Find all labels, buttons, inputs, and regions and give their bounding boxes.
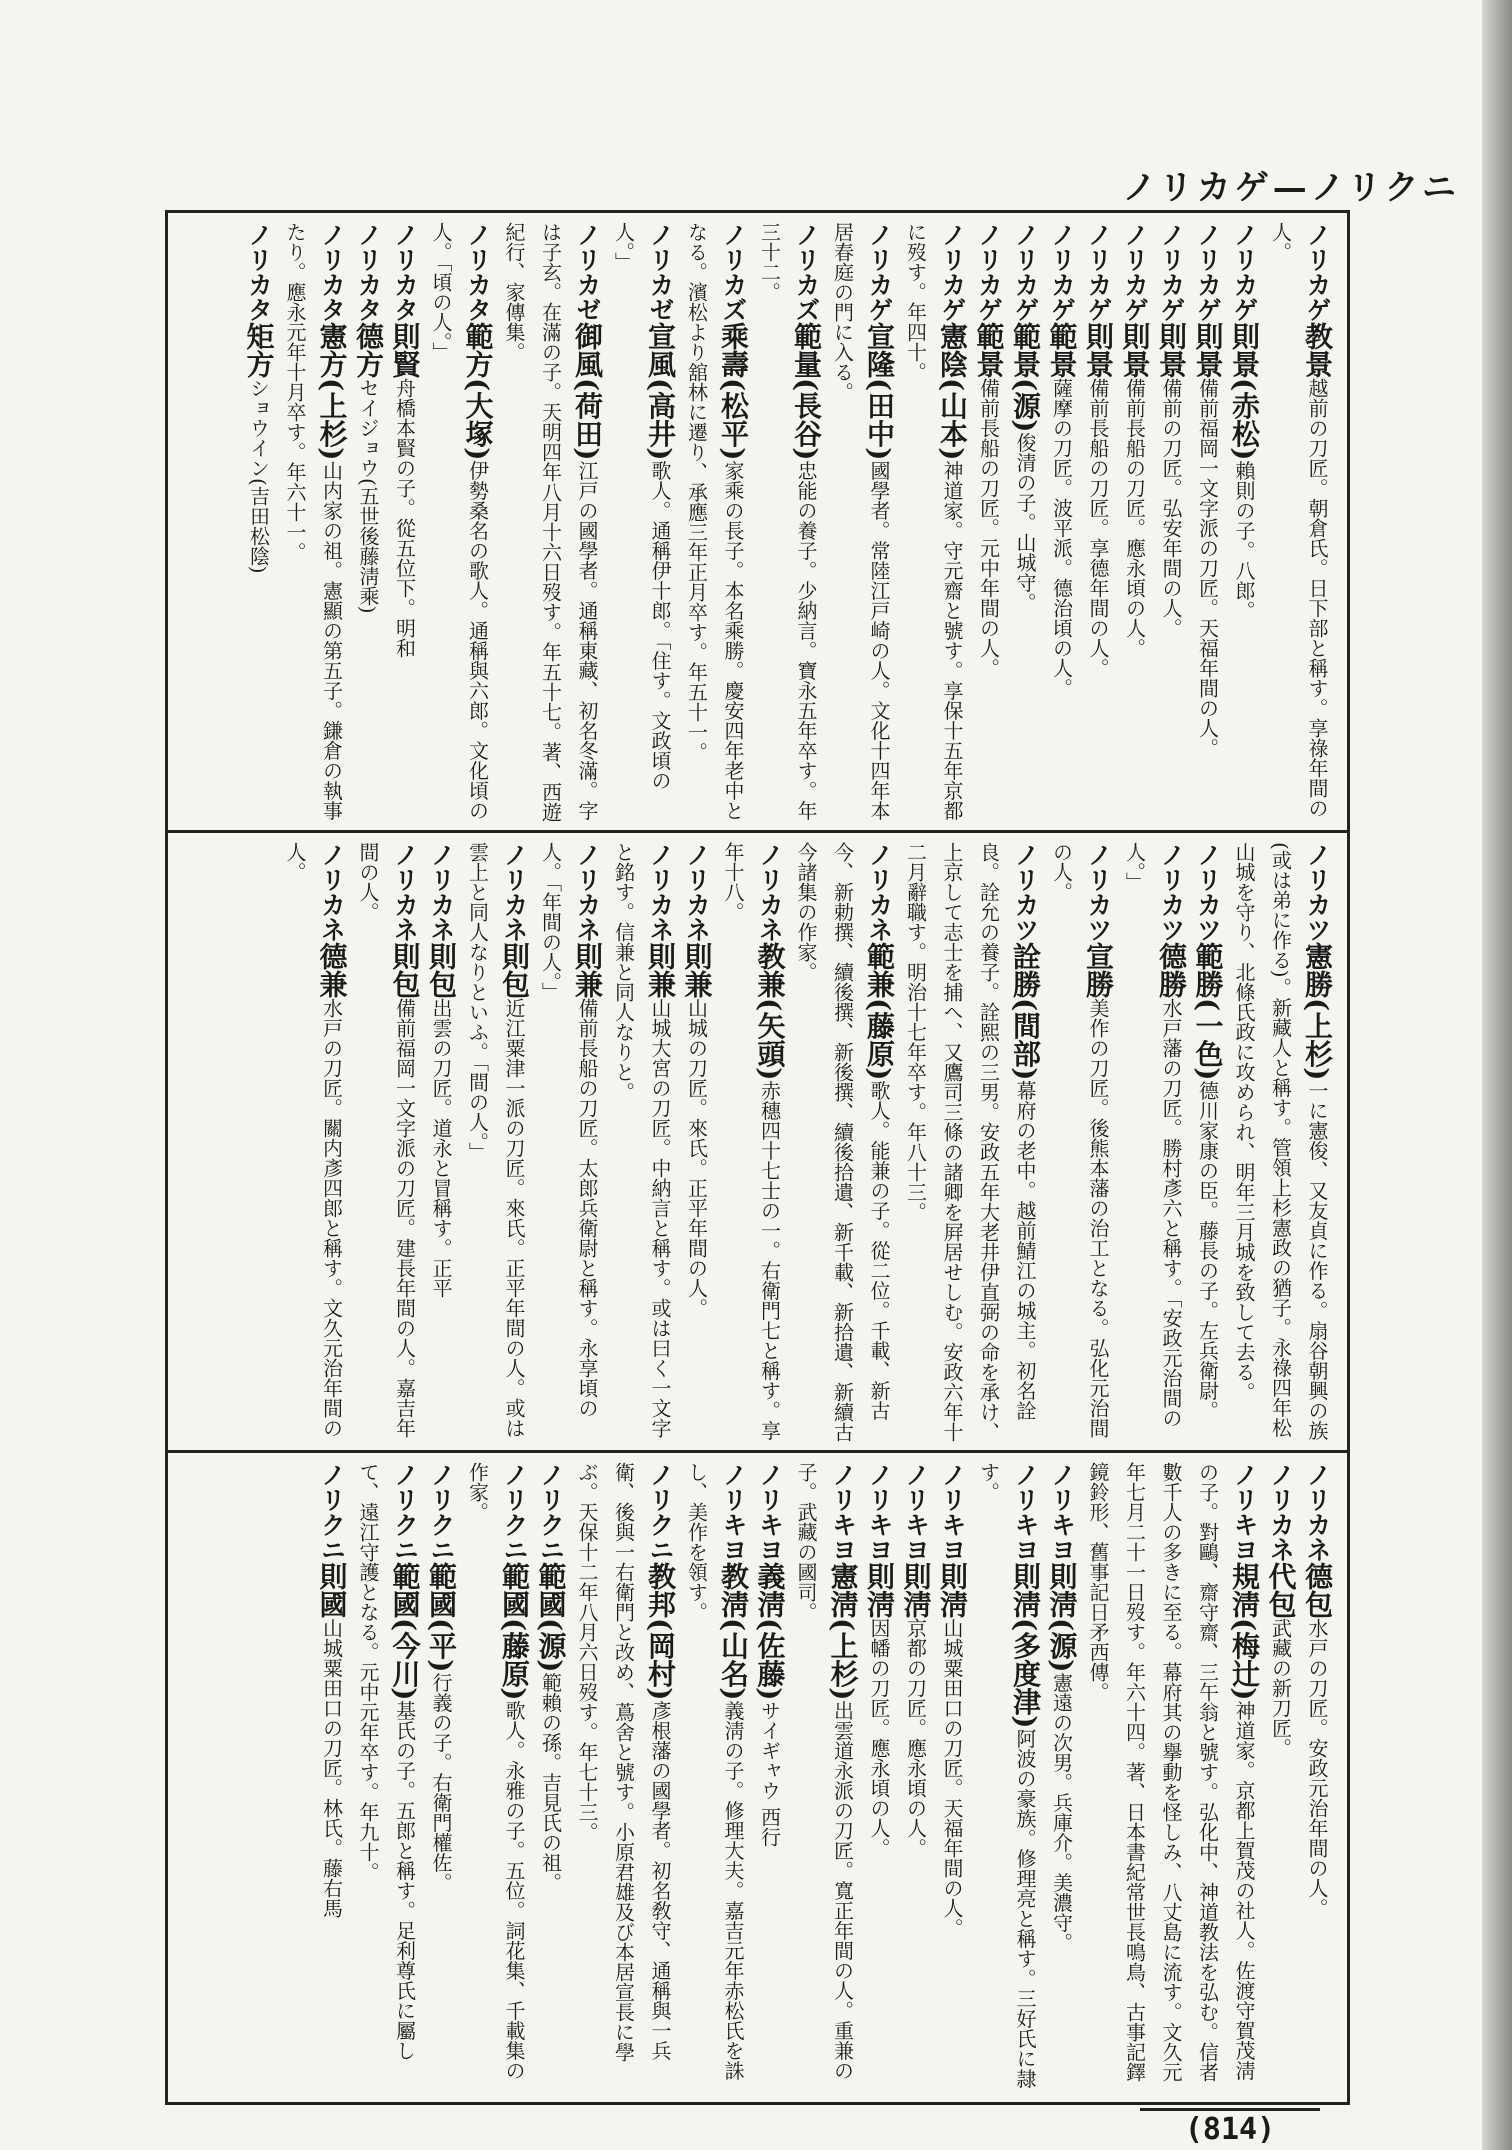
entry-headword: 範勝(一色) <box>1191 942 1225 1081</box>
entry-reading: ノリクニ <box>646 1462 675 1562</box>
entry-description: 武藏の新刀匠。 <box>1268 1618 1293 1758</box>
entry-reading: ノリキヨ <box>865 1462 894 1562</box>
entry-description: セイジョウ(五世後藤淸乘) <box>356 378 380 614</box>
entry-description: 山城大宮の刀匠。中納言と稱す。或は曰く一文字と銘す。信兼と同人なりと。 <box>611 842 672 1438</box>
page-number: (814) <box>1160 2112 1300 2148</box>
dictionary-entry <box>970 1462 1043 2092</box>
entry-description: 江戸の國學者。通稱東藏、初名冬滿。字は子玄。在滿の子。天明四年八月十六日歿す。年五十七。著、西遊紀行、家傳集。 <box>502 222 599 822</box>
entry-description: 基氏の子。五郎と稱す。足利尊氏に屬して、遠江守護となる。元中元年卒す。年九十。 <box>356 1462 417 2061</box>
entry-reading: ノリキヨ <box>901 1462 931 1562</box>
entry-headword: 範量(長谷) <box>790 322 823 461</box>
band-divider <box>165 830 1350 833</box>
entry-headword: 憲陰(山本) <box>936 322 969 461</box>
entry-description: 彥根藩の國學者。初名敎守、通稱與一兵衛、後與一右衛門と改め、蔦舍と號す。小原君雄及び本居宣長に學ぶ。天保十二年八月六日歿す。年七十三。 <box>575 1462 672 2062</box>
dictionary-entry <box>496 222 606 822</box>
dictionary-entry <box>897 222 970 822</box>
dictionary-entry <box>1153 222 1190 822</box>
entry-headword: 德方 <box>352 322 385 378</box>
dictionary-entry <box>715 842 788 1442</box>
entry-headword: 教淸(山名) <box>717 1562 750 1701</box>
entry-description: 越前の刀匠。朝倉氏。日下部と稱す。享祿年間の人。 <box>1268 222 1329 818</box>
dictionary-entry <box>569 1462 679 2092</box>
entry-headword: 則國 <box>315 1562 349 1618</box>
entry-reading: ノリカネ <box>865 842 894 942</box>
dictionary-entry <box>1189 842 1226 1442</box>
entry-description: 神道家。京都上賀茂の社人。佐渡守賀茂淸の子。對鷗、齋守齋、三午翁と號す。弘化中、神道教法を弘む。信者數千人の多きに至る。幕府其の擧動を怪しみ、八丈島に流す。文久元年七月二十一日歿す。年六十四。著、日本書紀常世長鳴鳥、古事記鐸鏡鈴形、舊事記日矛西傳。 <box>1086 1462 1256 2082</box>
entry-reading: ノリカゲ <box>1047 222 1077 322</box>
entry-description: 水戸の刀匠。安政元治年間の人。 <box>1305 1618 1329 1918</box>
entry-reading: ノリカツ <box>1303 842 1332 942</box>
entry-headword: 範景 <box>972 322 1006 378</box>
entry-headword: 宣勝 <box>1082 942 1115 998</box>
dictionary-entry <box>459 842 532 1442</box>
entry-description: 歌人。通稱伊十郎。「住す。文政頃の人。」 <box>611 222 672 791</box>
dictionary-entry <box>1080 222 1117 822</box>
entry-reading: ノリカネ <box>427 842 456 942</box>
entry-headword: 則景 <box>1155 322 1188 378</box>
entry-description: 山城粟田口の刀匠。天福年間の人。 <box>940 1618 964 1938</box>
dictionary-entry <box>1262 1462 1299 2092</box>
entry-reading: ノリクニ <box>500 1462 529 1562</box>
entry-headword: 範國(平) <box>425 1562 458 1673</box>
entry-headword: 則淸 <box>936 1562 969 1618</box>
entry-reading: ノリカズ <box>792 222 821 322</box>
entry-description: 出雲道永派の刀匠。寬正年間の人。重兼の子。武藏の國司。 <box>794 1462 855 2081</box>
entry-headword: 則包 <box>498 942 531 998</box>
entry-headword: 則景(赤松) <box>1228 322 1261 461</box>
entry-band-bottom <box>180 1462 1335 2092</box>
entry-reading: ノリカツ <box>1157 842 1186 942</box>
entry-description: 水戸の刀匠。關内彥四郎と稱す。文久元治年間の人。 <box>283 842 344 1438</box>
entry-description: 備前長船の刀匠。元中年間の人。 <box>976 378 1001 678</box>
entry-description: 京都の刀匠。應永頃の人。 <box>903 1618 928 1858</box>
dictionary-entry <box>897 842 1043 1442</box>
entry-headword: 代包 <box>1264 1562 1298 1618</box>
entry-headword: 教邦(岡村) <box>644 1562 677 1701</box>
entry-reading: ノリカタ <box>244 222 274 322</box>
entry-headword: 則淸 <box>863 1562 896 1618</box>
entry-headword: 範國(藤原) <box>498 1562 531 1701</box>
entry-headword: 範景 <box>1045 322 1079 378</box>
entry-headword: 則淸(源) <box>1045 1562 1079 1673</box>
entry-description: 賴則の子。八郎。 <box>1232 460 1256 621</box>
entry-reading: ノリキヨ <box>1047 1462 1077 1562</box>
entry-reading: ノリカズ <box>719 222 748 322</box>
entry-reading: ノリカネ <box>646 842 675 942</box>
entry-description: 國學者。常陸江戸崎の人。文化十四年本居春庭の門に入る。 <box>830 222 891 821</box>
entry-reading: ノリカネ <box>682 842 712 942</box>
dictionary-entry <box>897 1462 934 2092</box>
entry-description: 備前長船の刀匠。應永頃の人。 <box>1122 378 1147 658</box>
entry-description: 山内家の祖。憲顯の第五子。鎌倉の執事たり。應永元年十月卒す。年六十一。 <box>283 222 344 821</box>
entry-description: 舟橋本賢の子。從五位下。明和 <box>392 378 417 658</box>
entry-reading: ノリカネ <box>317 842 347 942</box>
dictionary-entry <box>350 222 387 822</box>
entry-description: 備前長船の刀匠。太郎兵衛尉と稱す。永享頃の人。「年間の人。」 <box>538 842 599 1418</box>
entry-headword: 詮勝(間部) <box>1009 942 1042 1081</box>
entry-reading: ノリカゲ <box>1084 222 1113 322</box>
entry-headword: 乘壽(松平) <box>717 322 750 461</box>
entry-headword: 範景(源) <box>1009 322 1042 433</box>
entry-description: 範賴の孫。吉見氏の祖。 <box>538 1672 563 1893</box>
dictionary-entry <box>423 842 460 1442</box>
dictionary-entry <box>1226 842 1336 1442</box>
entry-headword: 範國(源) <box>534 1562 568 1673</box>
entry-description: 俊清の子。山城守。 <box>1013 432 1037 613</box>
entry-description: 因幡の刀匠。應永頃の人。 <box>867 1618 891 1858</box>
dictionary-entry <box>1116 842 1189 1442</box>
entry-headword: 則景 <box>1191 322 1225 378</box>
entry-description: 義淸の子。修理大夫。嘉吉元年赤松氏を誅し、美作を領す。 <box>684 1462 745 2081</box>
entry-description: 備前の刀匠。弘安年間の人。 <box>1159 378 1183 638</box>
entry-description: 一に憲俊、又友貞に作る。扇谷朝興の族(或は弟に作る)。新藏人と稱す。管領上杉憲政の猶子。永祿四年松山城を守り、北條氏政に攻められ、明年三月城を致して去る。 <box>1232 842 1329 1441</box>
entry-headword: 憲勝(上杉) <box>1301 942 1334 1081</box>
dictionary-entry <box>678 222 751 822</box>
entry-headword: 德勝 <box>1155 942 1188 998</box>
entry-headword: 憲淸(上杉) <box>826 1562 860 1701</box>
entry-reading: ノリカツ <box>1011 842 1040 942</box>
entry-description: 薩摩の刀匠。波平派。德治頃の人。 <box>1049 378 1074 698</box>
entry-headword: 矩方 <box>242 322 276 378</box>
entry-reading: ノリカゲ <box>1303 222 1332 322</box>
dictionary-entry <box>313 1462 350 2092</box>
dictionary-entry <box>934 1462 971 2092</box>
entry-description: 阿波の豪族。修理亮と稱す。三好氏に隷す。 <box>976 1462 1037 2089</box>
entry-reading: ノリカゲ <box>1120 222 1150 322</box>
entry-headword: 教兼(矢頭) <box>753 942 787 1081</box>
entry-description: 備前福岡一文字派の刀匠。建長年間の人。嘉吉年間の人。 <box>356 842 417 1438</box>
entry-reading: ノリカタ <box>463 222 493 322</box>
entry-description: 家乘の長子。本名乘勝。慶安四年老中となる。濱松より舘林に遷り、承應三年正月卒す。年五十一。 <box>684 222 745 821</box>
dictionary-entry <box>1043 1462 1080 2092</box>
dictionary-entry <box>1116 222 1153 822</box>
dictionary-entry <box>459 1462 532 2092</box>
entry-reading: ノリカネ <box>1266 1462 1296 1562</box>
dictionary-entry <box>1299 1462 1336 2092</box>
dictionary-entry <box>350 1462 423 2092</box>
entry-description: 美作の刀匠。後熊本藩の治工となる。弘化元治間の人。 <box>1049 842 1110 1438</box>
entry-description: 水戸藩の刀匠。勝村彥六と稱す。「安政元治間の人。」 <box>1122 842 1183 1428</box>
dictionary-entry <box>678 842 715 1442</box>
entry-reading: ノリカゼ <box>646 222 675 322</box>
entry-description: サイギャウ 西行 <box>757 1700 782 1847</box>
entry-reading: ノリカネ <box>1303 1462 1332 1562</box>
entry-headword: 德包 <box>1301 1562 1334 1618</box>
entry-description: 山城の刀匠。來氏。正平年間の人。 <box>684 998 709 1318</box>
entry-headword: 則淸 <box>899 1562 933 1618</box>
dictionary-entry <box>824 222 897 822</box>
entry-description: 備前長船の刀匠。享德年間の人。 <box>1086 378 1110 678</box>
entry-reading: ノリカゲ <box>1011 222 1040 322</box>
dictionary-entry <box>751 1462 788 2092</box>
entry-headword: 則賢 <box>388 322 422 378</box>
dictionary-entry <box>1262 222 1335 822</box>
entry-description: 赤穗四十七士の一。右衛門七と稱す。享年十八。 <box>721 842 782 1441</box>
entry-headword: 御風(荷田) <box>571 322 604 461</box>
entry-reading: ノリクニ <box>536 1462 566 1562</box>
entry-description: 神道家。守元齋と號す。享保十五年京都に歿す。年四十。 <box>903 222 964 821</box>
entry-reading: ノリカゲ <box>1193 222 1223 322</box>
entry-reading: ノリカネ <box>500 842 529 942</box>
dictionary-entry <box>423 1462 460 2092</box>
entry-headword: 則景 <box>1118 322 1152 378</box>
entry-reading: ノリキヨ <box>719 1462 748 1562</box>
dictionary-entry <box>605 222 678 822</box>
entry-headword: 範方(大塚) <box>461 322 495 461</box>
entry-reading: ノリキヨ <box>755 1462 785 1562</box>
entry-headword: 則景 <box>1082 322 1115 378</box>
entry-headword: 義淸(佐藤) <box>753 1562 787 1701</box>
dictionary-entry <box>277 222 350 822</box>
entry-reading: ノリカタ <box>354 222 383 322</box>
entry-reading: ノリカツ <box>1084 842 1113 942</box>
entry-headword: 宣隆(田中) <box>863 322 896 461</box>
dictionary-entry <box>277 842 350 1442</box>
entry-headword: 則兼 <box>680 942 714 998</box>
entry-headword: 則包 <box>425 942 458 998</box>
entry-band-middle <box>180 842 1335 1442</box>
entry-description: 幕府の老中。越前鯖江の城主。初名詮良。詮允の養子。詮熙の三男。安政五年大老井伊直弼の命を承け、上京して志士を捕へ、又鷹司三條の諸卿を屛居せしむ。安政六年十二月辭職す。明治十七年卒す。年八十三。 <box>903 842 1037 1442</box>
entry-reading: ノリカタ <box>317 222 347 322</box>
entry-reading: ノリカゲ <box>865 222 894 322</box>
dictionary-entry <box>1007 222 1044 822</box>
entry-description: 歌人。永雅の子。五位。詞花集、千載集の作家。 <box>465 1462 526 2081</box>
dictionary-entry <box>678 1462 751 2092</box>
entry-reading: ノリカゲ <box>938 222 967 322</box>
entry-reading: ノリキヨ <box>1011 1462 1040 1562</box>
entry-reading: ノリカゲ <box>1157 222 1186 322</box>
entry-headword: 規淸(梅辻) <box>1228 1562 1261 1701</box>
dictionary-entry <box>861 1462 898 2092</box>
entry-reading: ノリカネ <box>573 842 602 942</box>
dictionary-entry <box>1189 222 1226 822</box>
page-edge-shadow <box>1482 0 1512 2150</box>
entry-headword: 範兼(藤原) <box>863 942 896 1081</box>
entry-description: 忠能の養子。少納言。寶永五年卒す。年三十二。 <box>757 222 818 821</box>
dictionary-entry <box>1043 842 1116 1442</box>
entry-reading: ノリカネ <box>755 842 785 942</box>
entry-headword: 德兼 <box>315 942 349 998</box>
entry-headword: 則兼 <box>644 942 677 998</box>
entry-reading: ノリカネ <box>390 842 420 942</box>
entry-reading: ノリクニ <box>427 1462 456 1562</box>
entry-band-top <box>180 222 1335 822</box>
entry-description: 近江粟津一派の刀匠。來氏。正平年間の人。或は雲上と同人なりといふ。「間の人。」 <box>465 842 526 1438</box>
entry-headword: 則兼 <box>571 942 604 998</box>
dictionary-entry <box>240 222 277 822</box>
entry-description: 歌人。能兼の子。從二位。千載、新古今、新勅撰、續後撰、新後撰、續後拾遺、新千載、新拾遺、新續古今諸集の作家。 <box>794 842 891 1442</box>
dictionary-entry <box>788 1462 861 2092</box>
entry-headword: 宣風(高井) <box>644 322 677 461</box>
dictionary-entry <box>1080 1462 1263 2092</box>
dictionary-entry <box>423 222 496 822</box>
running-head: ノリカゲ—ノリクニ <box>1122 168 1460 208</box>
entry-description: 備前福岡一文字派の刀匠。天福年間の人。 <box>1195 378 1220 758</box>
entry-reading: ノリカゲ <box>1230 222 1259 322</box>
entry-reading: ノリカゼ <box>573 222 602 322</box>
entry-description: 行義の子。右衛門權佐。 <box>429 1672 453 1893</box>
entry-description: 伊勢桑名の歌人。通稱與六郎。文化頃の人。「頃の人。」 <box>429 222 490 821</box>
entry-reading: ノリキヨ <box>828 1462 858 1562</box>
entry-headword: 範國(今川) <box>388 1562 422 1701</box>
dictionary-entry <box>1043 222 1080 822</box>
entry-reading: ノリキヨ <box>938 1462 967 1562</box>
entry-description: 德川家康の臣。藤長の子。左兵衛尉。 <box>1195 1080 1220 1421</box>
band-divider <box>165 1450 1350 1453</box>
dictionary-entry <box>751 222 824 822</box>
dictionary-entry <box>350 842 423 1442</box>
entry-reading: ノリクニ <box>317 1462 347 1562</box>
entry-headword: 教景 <box>1301 322 1334 378</box>
entry-description: 出雲の刀匠。道永と冒稱す。正平 <box>429 998 453 1298</box>
dictionary-entry <box>532 1462 569 2092</box>
dictionary-entry <box>788 842 898 1442</box>
entry-reading: ノリカゲ <box>974 222 1004 322</box>
entry-reading: ノリカツ <box>1193 842 1223 942</box>
dictionary-entry <box>970 222 1007 822</box>
dictionary-entry <box>1226 222 1263 822</box>
dictionary-entry <box>532 842 605 1442</box>
entry-reading: ノリカタ <box>390 222 420 322</box>
entry-reading: ノリキヨ <box>1230 1462 1259 1562</box>
entry-description: 山城粟田口の刀匠。林氏。藤右馬 <box>319 1618 344 1918</box>
entry-description: ショウイン(吉田松陰) <box>246 378 271 574</box>
entry-headword: 則淸(多度津) <box>1009 1562 1042 1729</box>
entry-headword: 憲方(上杉) <box>315 322 349 461</box>
entry-reading: ノリクニ <box>390 1462 420 1562</box>
entry-description: 憲遠の次男。兵庫介。美濃守。 <box>1049 1672 1074 1953</box>
dictionary-entry <box>605 842 678 1442</box>
entry-headword: 則包 <box>388 942 422 998</box>
dictionary-entry <box>386 222 423 822</box>
